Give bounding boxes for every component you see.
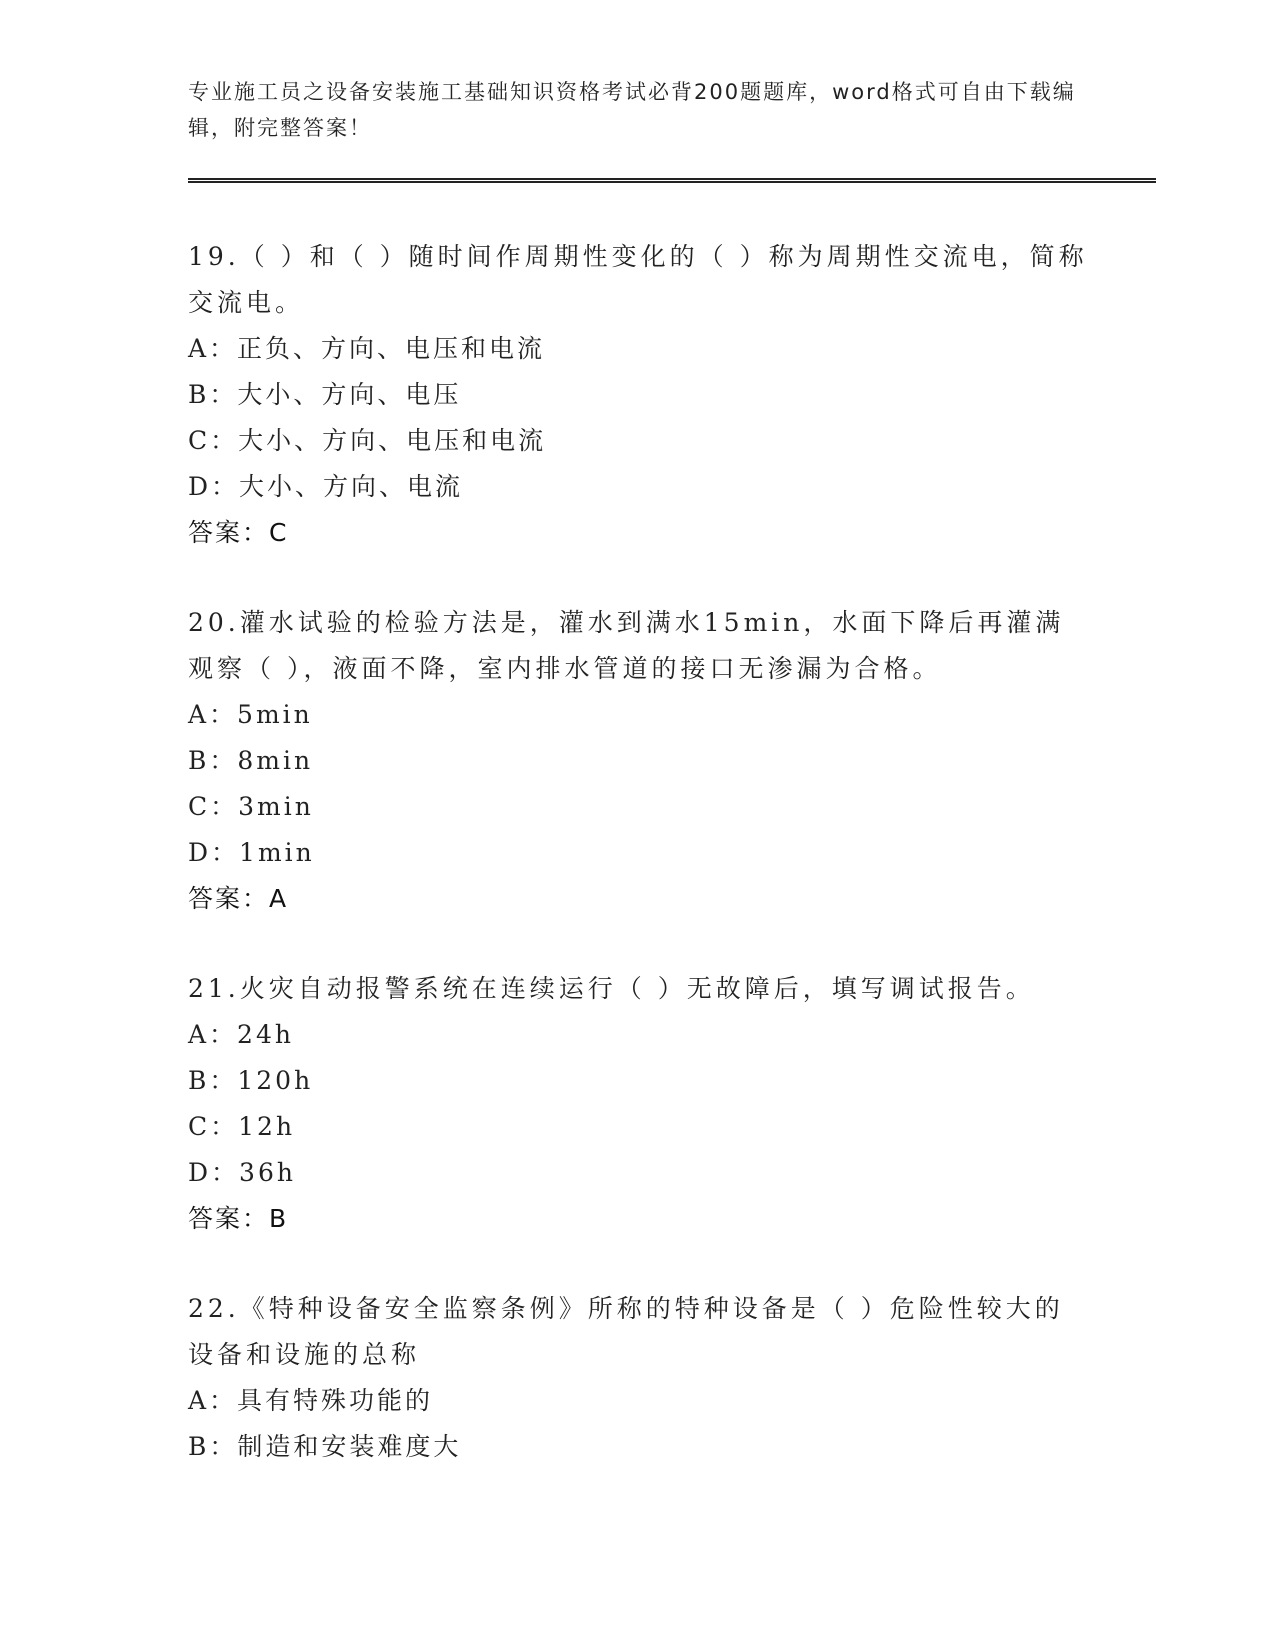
option-d: D：大小、方向、电流 bbox=[188, 472, 464, 501]
answer-label: 答案：B bbox=[188, 1204, 289, 1233]
header-divider bbox=[188, 178, 1156, 183]
option-d: D：1min bbox=[188, 838, 315, 867]
document-header: 专业施工员之设备安装施工基础知识资格考试必背200题题库，word格式可自由下载编辑，附完整答案！ bbox=[188, 80, 1076, 140]
option-c: C：12h bbox=[188, 1112, 296, 1141]
option-b: B：8min bbox=[188, 746, 314, 775]
option-a: A：24h bbox=[188, 1020, 294, 1049]
option-a: A：具有特殊功能的 bbox=[188, 1386, 434, 1415]
option-b: B：制造和安装难度大 bbox=[188, 1432, 462, 1461]
answer-label: 答案：C bbox=[188, 518, 289, 547]
answer-label: 答案：A bbox=[188, 884, 289, 913]
question-text: 19.（ ）和（ ）随时间作周期性变化的（ ）称为周期性交流电，简称交流电。 bbox=[188, 242, 1088, 317]
option-b: B：120h bbox=[188, 1066, 314, 1095]
question-21 bbox=[188, 966, 1088, 1242]
question-text: 21.火灾自动报警系统在连续运行（ ）无故障后，填写调试报告。 bbox=[188, 974, 1035, 1003]
question-list bbox=[188, 234, 1088, 1514]
question-20 bbox=[188, 600, 1088, 922]
question-text: 20.灌水试验的检验方法是，灌水到满水15min，水面下降后再灌满观察（ ），液面不降，室内排水管道的接口无渗漏为合格。 bbox=[188, 608, 1065, 683]
question-text: 22.《特种设备安全监察条例》所称的特种设备是（ ）危险性较大的设备和设施的总称 bbox=[188, 1294, 1064, 1369]
question-19 bbox=[188, 234, 1088, 556]
option-c: C：大小、方向、电压和电流 bbox=[188, 426, 547, 455]
question-22 bbox=[188, 1286, 1088, 1470]
option-a: A：正负、方向、电压和电流 bbox=[188, 334, 546, 363]
option-d: D：36h bbox=[188, 1158, 296, 1187]
option-b: B：大小、方向、电压 bbox=[188, 380, 462, 409]
option-a: A：5min bbox=[188, 700, 313, 729]
option-c: C：3min bbox=[188, 792, 314, 821]
